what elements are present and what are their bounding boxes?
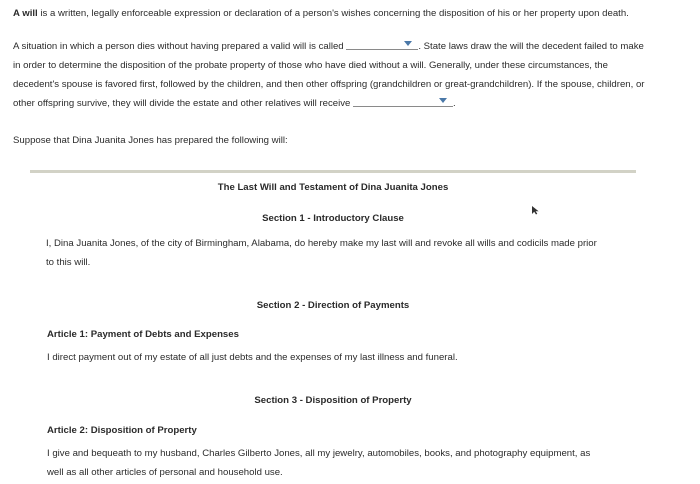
article-2-line-2: well as all other articles of personal and household use. bbox=[47, 467, 283, 478]
question-line-1 bbox=[13, 37, 688, 56]
question-line-3: decedent's spouse is favored first, followed by the children, and then other offspring (grandchildren or great-grandchildren). If the spouse, children, or bbox=[13, 79, 645, 90]
article-2-text bbox=[47, 444, 590, 482]
term-will: A will bbox=[13, 8, 38, 19]
question-text-a: A situation in which a person dies without having prepared a valid will is called bbox=[13, 41, 344, 52]
chevron-down-icon bbox=[404, 41, 412, 46]
end-period: . bbox=[453, 98, 456, 109]
question-text-c: other offspring survive, they will divide the estate and other relatives will receive bbox=[13, 98, 351, 109]
question-text-b: . State laws draw the will the decedent failed to make bbox=[418, 41, 644, 52]
clause-1-line-1: I, Dina Juanita Jones, of the city of Birmingham, Alabama, do hereby make my last will and revoke all wills and codicils made prior bbox=[46, 238, 597, 249]
article-1-text: I direct payment out of my estate of all just debts and the expenses of my last illness and funeral. bbox=[47, 352, 458, 363]
article-2-heading: Article 2: Disposition of Property bbox=[47, 425, 197, 436]
clause-1 bbox=[46, 234, 597, 272]
definition-text: is a written, legally enforceable expression or declaration of a person's wishes concerning the disposition of his or her property upon death. bbox=[37, 8, 629, 19]
intestate-dropdown[interactable] bbox=[346, 38, 418, 50]
relatives-receive-dropdown[interactable] bbox=[353, 95, 453, 107]
question-line-4 bbox=[13, 94, 688, 113]
section-1-heading: Section 1 - Introductory Clause bbox=[262, 213, 404, 224]
question-line-2: in order to determine the disposition of the probate property of those who have died without a will. Generally, under these circumstances, the bbox=[13, 60, 608, 71]
section-3-heading: Section 3 - Disposition of Property bbox=[254, 395, 412, 406]
article-2-line-1: I give and bequeath to my husband, Charles Gilberto Jones, all my jewelry, automobiles, books, and photography equipment, as bbox=[47, 448, 591, 459]
article-1-heading: Article 1: Payment of Debts and Expenses bbox=[47, 329, 239, 340]
mouse-pointer-icon bbox=[531, 205, 541, 215]
clause-1-line-2: to this will. bbox=[46, 257, 91, 268]
will-divider bbox=[30, 170, 636, 173]
question-paragraph bbox=[13, 37, 688, 113]
will-title: The Last Will and Testament of Dina Juanita Jones bbox=[217, 182, 449, 193]
intro-definition bbox=[13, 4, 629, 23]
suppose-text: Suppose that Dina Juanita Jones has prepared the following will: bbox=[13, 135, 288, 146]
section-2-heading: Section 2 - Direction of Payments bbox=[256, 300, 410, 311]
chevron-down-icon bbox=[439, 98, 447, 103]
